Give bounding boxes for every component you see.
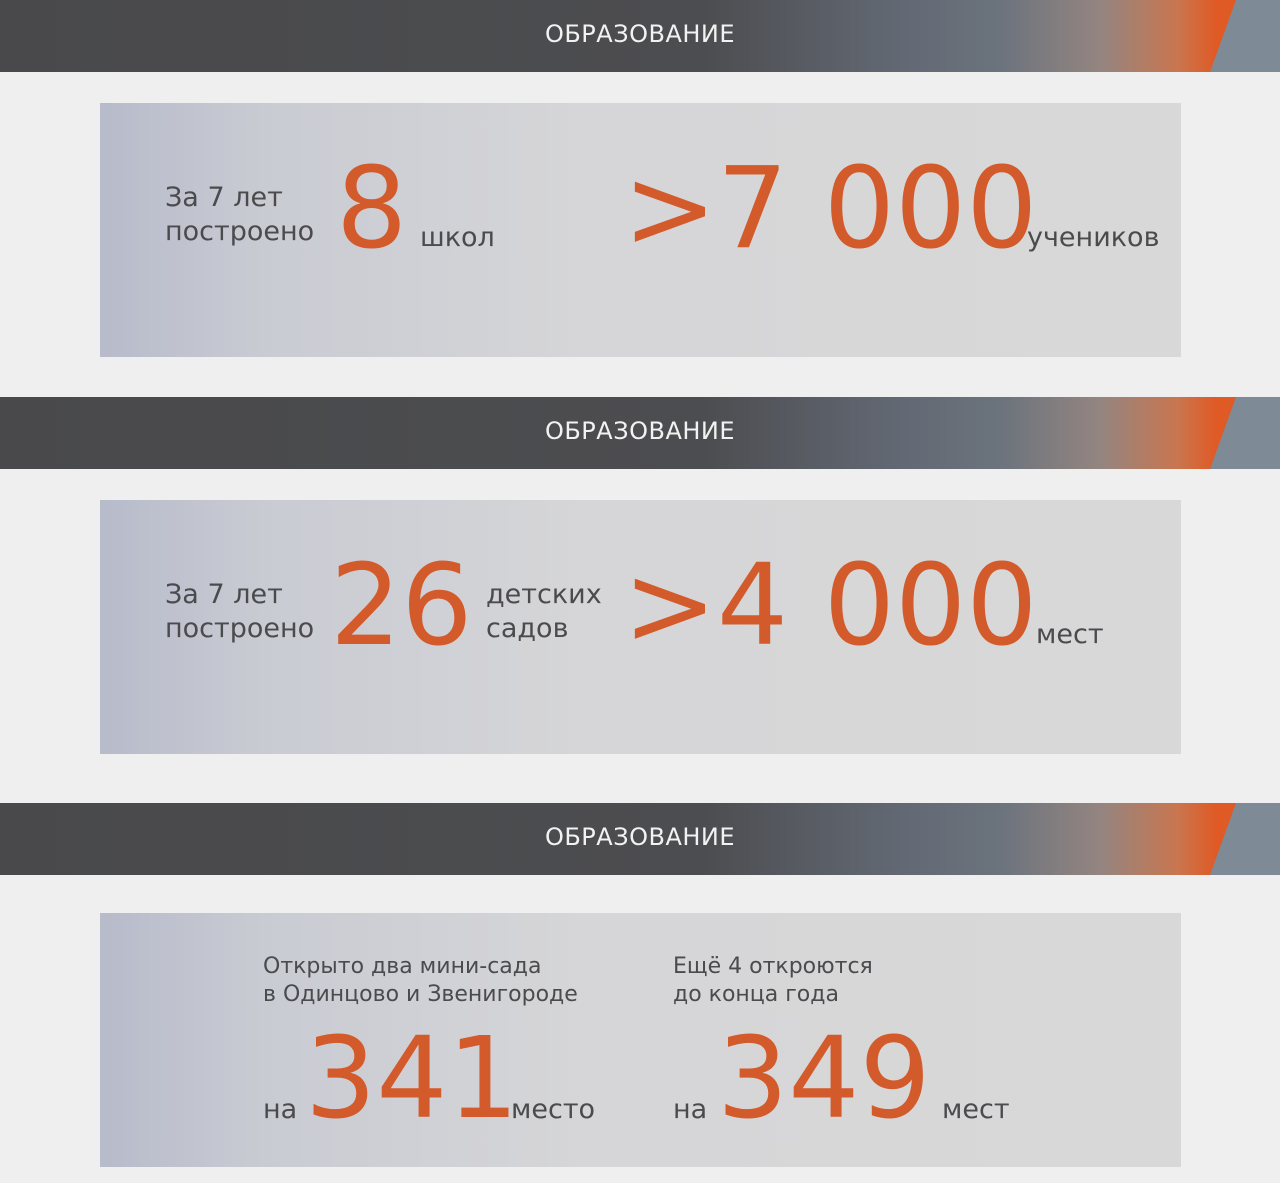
stat-prefix-line1: За 7 лет <box>165 182 283 213</box>
stats-panel <box>100 500 1181 754</box>
stats-panel <box>100 103 1181 357</box>
slide-header <box>0 803 1280 875</box>
upcoming-description-line2: до конца года <box>673 982 839 1007</box>
opened-description-line1: Открыто два мини-сада <box>263 954 542 979</box>
stat-prefix <box>165 578 314 646</box>
slide-schools <box>0 0 1280 406</box>
header-title: ОБРАЗОВАНИЕ <box>544 20 736 48</box>
places-count: >4 000 <box>623 541 1038 671</box>
header-title: ОБРАЗОВАНИЕ <box>544 417 736 445</box>
upcoming-prefix: на <box>673 1094 708 1125</box>
students-unit: учеников <box>1027 222 1160 253</box>
stat-prefix-line2: построено <box>165 216 315 247</box>
header-title: ОБРАЗОВАНИЕ <box>544 823 736 851</box>
upcoming-description <box>673 953 873 1009</box>
stat-prefix-line2: построено <box>165 613 315 644</box>
stat-prefix <box>165 181 314 249</box>
slide-mini-kindergartens <box>0 803 1280 1183</box>
kindergartens-unit <box>486 578 602 646</box>
opened-description-line2: в Одинцово и Звенигороде <box>263 982 578 1007</box>
upcoming-description-line1: Ещё 4 откроются <box>673 954 873 979</box>
opened-places-count: 341 <box>305 1014 519 1144</box>
students-count: >7 000 <box>623 144 1038 274</box>
kindergartens-unit-line1: детских <box>486 579 602 610</box>
slide-header <box>0 397 1280 469</box>
opened-prefix: на <box>263 1094 298 1125</box>
places-unit: мест <box>1036 619 1104 650</box>
kindergartens-count: 26 <box>330 541 473 671</box>
slide-header <box>0 0 1280 72</box>
slide-kindergartens <box>0 397 1280 803</box>
kindergartens-unit-line2: садов <box>486 613 569 644</box>
schools-count: 8 <box>336 144 408 274</box>
stats-panel <box>100 913 1181 1167</box>
stat-prefix-line1: За 7 лет <box>165 579 283 610</box>
opened-description <box>263 953 578 1009</box>
opened-places-unit: место <box>511 1094 596 1125</box>
upcoming-places-count: 349 <box>717 1014 931 1144</box>
upcoming-places-unit: мест <box>942 1094 1010 1125</box>
schools-unit: школ <box>420 222 495 253</box>
